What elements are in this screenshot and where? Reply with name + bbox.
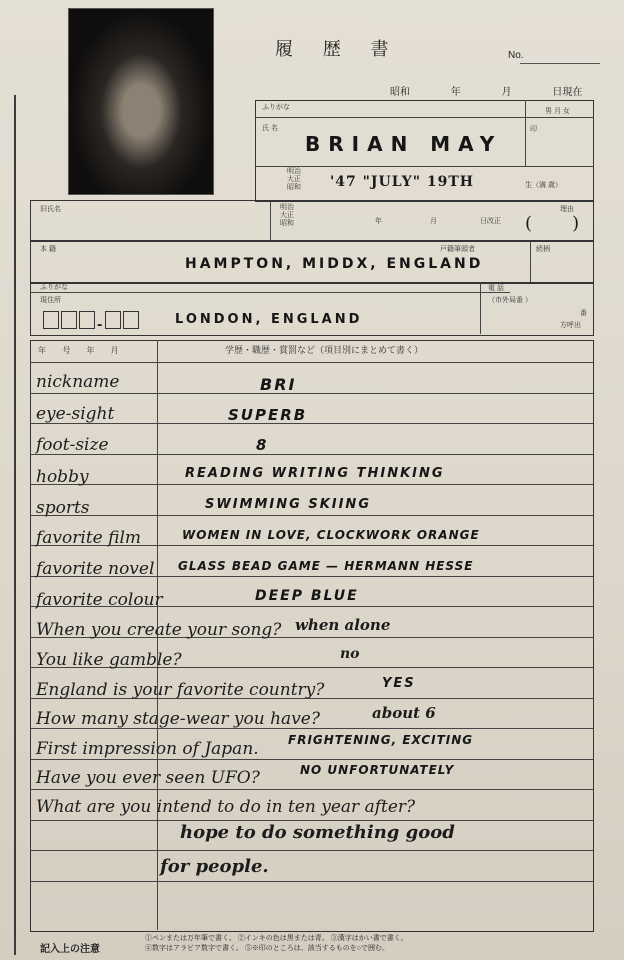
qa-label-favorite-colour: favorite colour	[36, 590, 163, 610]
history-rule	[30, 393, 593, 394]
divider	[480, 282, 481, 334]
footer-label: 記入上の注意	[40, 944, 100, 955]
qa-label-hobby: hobby	[36, 467, 89, 487]
address-furigana-label: ふりがな	[40, 284, 68, 291]
qa-answer-gamble: no	[340, 646, 360, 662]
day-label: 日改正	[480, 218, 501, 225]
qa-label-gamble: You like gamble?	[36, 650, 182, 670]
former-name-block	[30, 200, 594, 242]
qa-label-favorite-film: favorite film	[36, 528, 142, 548]
birth-place-value: HAMPTON, MIDDX, ENGLAND	[185, 256, 484, 272]
divider	[255, 166, 594, 167]
qa-answer-ufo: NO UNFORTUNATELY	[300, 763, 455, 777]
era-taisho: 大正	[287, 176, 301, 183]
date-line: 昭和 年 月 日現在	[390, 87, 583, 98]
history-year-label: 年 号 年 月	[38, 346, 119, 355]
qa-label-favorite-country: England is your favorite country?	[36, 680, 325, 700]
reason-brackets: ( )	[525, 213, 580, 234]
qa-label-ufo: Have you ever seen UFO?	[36, 768, 260, 788]
address-value: LONDON, ENGLAND	[175, 312, 363, 327]
history-rule	[30, 484, 593, 485]
history-rule	[30, 362, 593, 363]
former-era-showa: 昭和	[280, 220, 294, 227]
divider	[530, 240, 531, 282]
qa-label-sports: sports	[36, 498, 90, 518]
footer-note-line-2: ④数字はアラビア数字で書く。 ⑤※印のところは、該当するものを○で囲む。	[145, 944, 390, 952]
birth-suffix: 生（満 歳）	[525, 182, 562, 189]
qa-label-nickname: nickname	[36, 372, 120, 392]
qa-answer-ten-years: hope to do something good	[180, 822, 455, 843]
qa-answer-hobby: READING WRITING THINKING	[185, 466, 445, 481]
qa-answer-for-people: for people.	[160, 856, 269, 877]
divider	[255, 117, 594, 118]
household-head-label: 戸籍筆頭者	[440, 246, 475, 253]
birth-date-value: '47 "JULY" 19TH	[330, 174, 475, 190]
qa-answer-favorite-colour: DEEP BLUE	[255, 588, 359, 604]
page-spine	[14, 95, 16, 955]
phone-ban: 番	[580, 310, 587, 317]
qa-label-create-song: When you create your song?	[36, 620, 282, 640]
history-rule	[30, 850, 593, 851]
qa-answer-favorite-novel: GLASS BEAD GAME — HERMANN HESSE	[178, 559, 474, 573]
qa-answer-eye-sight: SUPERB	[228, 406, 308, 424]
name-value: BRIAN MAY	[305, 132, 503, 156]
former-name-label: 旧氏名	[40, 206, 61, 213]
qa-answer-foot-size: 8	[256, 436, 269, 454]
phone-label: 電 話	[488, 285, 504, 292]
address-label: 現住所	[40, 297, 61, 304]
qa-label-ten-years: What are you intend to do in ten year after?	[36, 797, 416, 817]
qa-answer-nickname: BRI	[260, 375, 297, 394]
form-title: 履 歴 書	[275, 39, 401, 60]
former-era-meiji: 明治	[280, 204, 294, 211]
reason-label: 理由	[560, 206, 574, 213]
era-meiji: 明治	[287, 168, 301, 175]
qa-label-stage-wear: How many stage-wear you have?	[36, 709, 320, 729]
gender-label: 男 月 女	[545, 108, 570, 115]
phone-sub: （市外局番 ）	[488, 297, 532, 304]
relation-label: 続柄	[536, 246, 550, 253]
qa-answer-stage-wear: about 6	[372, 704, 436, 722]
name-label: 氏 名	[262, 125, 278, 132]
qa-label-eye-sight: eye-sight	[36, 404, 115, 424]
divider	[525, 100, 526, 166]
history-rule	[30, 881, 593, 882]
qa-answer-create-song: when alone	[295, 616, 391, 634]
history-rule	[30, 454, 593, 455]
year-label: 年	[375, 218, 382, 225]
footer-note-line-1: ①ペンまたは万年筆で書く。 ②インキの色は黒または青。 ③漢字はかい書で書く。	[145, 935, 408, 942]
era-showa: 昭和	[287, 184, 301, 191]
footer-note	[145, 934, 605, 954]
furigana-label: ふりがな	[262, 104, 290, 111]
history-header: 学歴・職歴・賞罰など（項目別にまとめて書く）	[225, 345, 424, 355]
number-label: No.	[508, 50, 524, 61]
history-rule	[30, 789, 593, 790]
qa-answer-sports: SWIMMING SKIING	[205, 497, 371, 512]
history-rule	[30, 820, 593, 821]
domicile-label: 本 籍	[40, 246, 56, 253]
number-line	[520, 63, 600, 64]
qa-label-favorite-novel: favorite novel	[36, 559, 155, 579]
qa-label-foot-size: foot-size	[36, 435, 109, 455]
seal-label: 印	[530, 126, 537, 133]
divider	[30, 292, 510, 293]
divider	[270, 200, 271, 240]
qa-answer-favorite-country: YES	[382, 676, 416, 691]
phone-call: 方呼出	[560, 322, 581, 329]
history-rule	[30, 423, 593, 424]
qa-answer-japan-impression: FRIGHTENING, EXCITING	[288, 733, 474, 747]
history-rule	[30, 515, 593, 516]
qa-answer-favorite-film: WOMEN IN LOVE, CLOCKWORK ORANGE	[182, 528, 480, 542]
postal-code-boxes: -	[43, 311, 141, 334]
month-label: 月	[430, 218, 437, 225]
qa-label-japan-impression: First impression of Japan.	[36, 739, 259, 759]
portrait-photo	[68, 8, 214, 195]
former-era-taisho: 大正	[280, 212, 294, 219]
